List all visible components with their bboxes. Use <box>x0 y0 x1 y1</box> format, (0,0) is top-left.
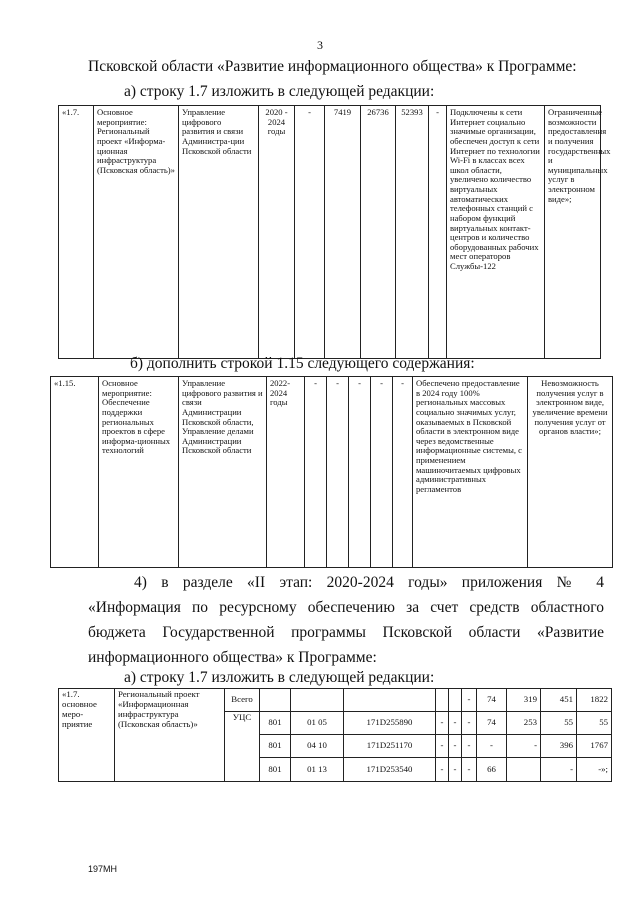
cell-rzpr: 04 10 <box>291 735 344 758</box>
cell-value: 7419 <box>325 106 361 359</box>
cell-year-value: - <box>449 735 462 758</box>
cell-value: - <box>429 106 447 359</box>
cell-csr: 171D251170 <box>344 735 436 758</box>
document-code: 197МН <box>88 864 118 874</box>
cell-year-value: 396 <box>541 735 577 758</box>
executor-secondary: Управление делами Администрации Псковской области <box>182 426 254 456</box>
cell-value: 52393 <box>396 106 429 359</box>
cell-event <box>99 377 179 568</box>
cell-number: «1.15. <box>51 377 99 568</box>
cell-rzpr <box>291 689 344 712</box>
point-a-row-1-7: а) строку 1.7 изложить в следующей редакции: <box>124 83 435 100</box>
event-name: Обеспечение поддержки региональных проектов в сфере информа-ционных технологий <box>102 397 171 456</box>
cell-year-value: - <box>449 758 462 782</box>
cell-executor <box>179 377 267 568</box>
cell-rzpr: 01 05 <box>291 712 344 735</box>
cell-year-value: - <box>462 735 477 758</box>
cell-value: - <box>349 377 371 568</box>
cell-result: Подключены к сети Интернет социально значимые организации, обеспечен доступ к сети Интернет по технологии Wi-Fi в классах всех школ области, увеличено количество виртуальных автоматических телефонных станций с набором функций виртуальных контакт-центров и количество оборудованных рабочих мест операторов Службы-122 <box>447 106 545 359</box>
table-row-1-7-content <box>58 105 611 359</box>
cell-year-value <box>449 689 462 712</box>
cell-year-value: - <box>541 758 577 782</box>
cell-result: Обеспечено предоставление в 2024 году 100% региональных массовых социально значимых услуг, оказываемых в Псковской области в электронном виде через ведомственные информационные системы, с применением машиночитаемых цифровых административных регламентов <box>413 377 528 568</box>
cell-value: 26736 <box>361 106 396 359</box>
cell-csr: 171D253540 <box>344 758 436 782</box>
cell-year-value: - <box>462 712 477 735</box>
cell-grbs: 801 <box>260 735 291 758</box>
cell-year-value: 55 <box>577 712 612 735</box>
cell-event: Региональный проект «Информационная инфраструктура (Псковская область)» <box>115 689 225 782</box>
cell-year-value: - <box>462 689 477 712</box>
cell-year-value: - <box>507 735 541 758</box>
cell-value: - <box>393 377 413 568</box>
heading-line: Псковской области «Развитие информационного общества» к Программе: <box>88 58 577 75</box>
cell-year-value: -»; <box>577 758 612 782</box>
cell-number: «1.7. <box>59 106 94 359</box>
cell-year-value: 74 <box>477 689 507 712</box>
cell-org: УЦС <box>225 712 260 782</box>
cell-period: 2020 - 2024 годы <box>259 106 295 359</box>
cell-year-value: 451 <box>541 689 577 712</box>
cell-value: - <box>371 377 393 568</box>
cell-consequence: Невозможность получения услуг в электронном виде, увеличение времени получения услуг от органов власти»; <box>528 377 613 568</box>
table-resource-allocation <box>58 688 612 782</box>
cell-number: «1.7. основное меро-приятие <box>59 689 115 782</box>
cell-year-value: 319 <box>507 689 541 712</box>
cell-year-value: - <box>449 712 462 735</box>
cell-value: - <box>327 377 349 568</box>
cell-csr: 171D255890 <box>344 712 436 735</box>
paragraph-4-line-1: 4) в разделе «II этап: 2020-2024 годы» приложения № 4 <box>134 574 604 591</box>
cell-year-value: 66 <box>477 758 507 782</box>
cell-vr: - <box>436 758 449 782</box>
cell-year-value: - <box>477 735 507 758</box>
point-b-row-1-15: б) дополнить строкой 1.15 следующего содержания: <box>130 355 475 372</box>
cell-year-value <box>507 758 541 782</box>
cell-year-value: 1767 <box>577 735 612 758</box>
cell-rzpr: 01 13 <box>291 758 344 782</box>
cell-grbs: 801 <box>260 758 291 782</box>
cell-executor: Управление цифрового развития и связи Администра-ции Псковской области <box>179 106 259 359</box>
cell-grbs <box>260 689 291 712</box>
cell-grbs: 801 <box>260 712 291 735</box>
cell-consequence: Ограниченные возможности предоставления и получения государственных и муниципальных услуг в электронном виде»; <box>545 106 601 359</box>
cell-vr <box>436 689 449 712</box>
event-type: Основное мероприятие: <box>102 378 152 398</box>
cell-period: 2022-2024 годы <box>267 377 305 568</box>
cell-year-value: 253 <box>507 712 541 735</box>
cell-year-value: 55 <box>541 712 577 735</box>
cell-csr <box>344 689 436 712</box>
point-a-row-1-7-resources: а) строку 1.7 изложить в следующей редакции: <box>124 669 435 686</box>
cell-value: - <box>305 377 327 568</box>
cell-year-value: 1822 <box>577 689 612 712</box>
cell-event: Основное мероприятие: Региональный проект «Информа-ционная инфраструктура (Псковская область)» <box>94 106 179 359</box>
cell-vr: - <box>436 712 449 735</box>
cell-value: - <box>295 106 325 359</box>
cell-vr: - <box>436 735 449 758</box>
paragraph-4-line-4: информационного общества» к Программе: <box>88 649 377 666</box>
paragraph-4-line-3: бюджета Государственной программы Псковской области «Развитие <box>88 624 604 641</box>
cell-year-value: 74 <box>477 712 507 735</box>
table-row-1-15-content <box>50 376 613 568</box>
cell-total-label: Всего <box>225 689 260 712</box>
cell-year-value: - <box>462 758 477 782</box>
page-number: 3 <box>317 38 323 52</box>
executor-primary: Управление цифрового развития и связи Администрации Псковской области, <box>182 378 263 427</box>
paragraph-4-line-2: «Информация по ресурсному обеспечению за счет средств областного <box>88 599 604 616</box>
